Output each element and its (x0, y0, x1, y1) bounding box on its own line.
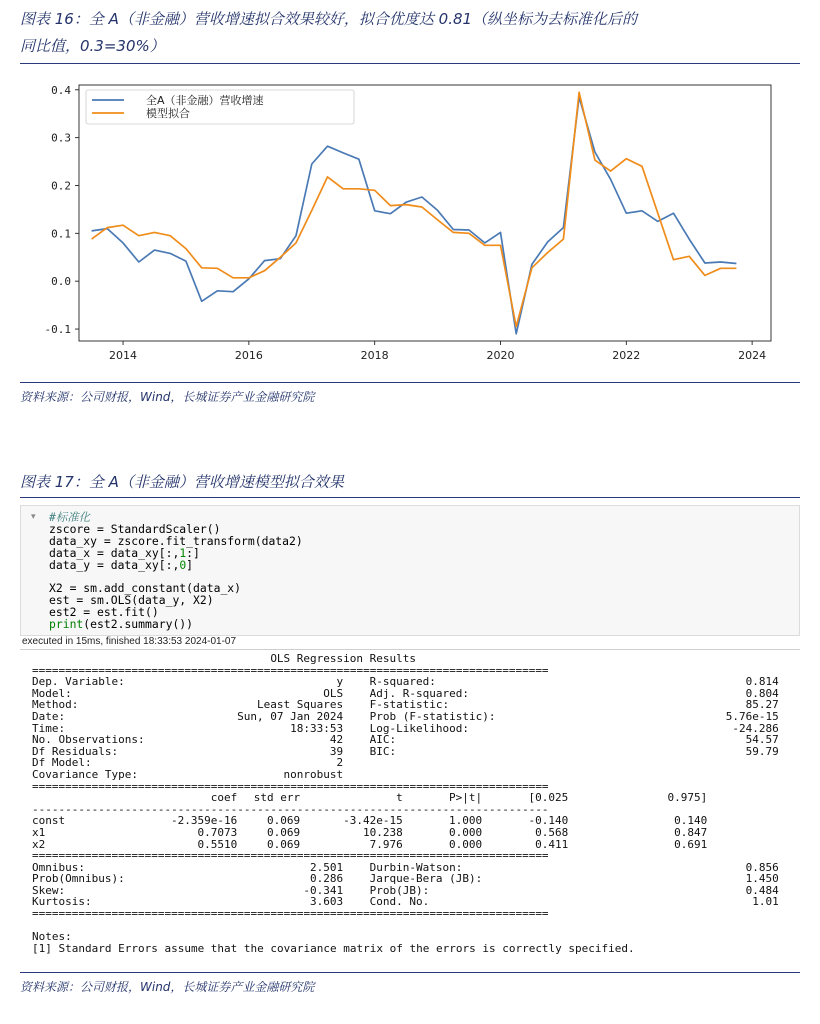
ols-notes-line (32, 943, 800, 955)
ols-stat-value: 0.804 (745, 686, 779, 700)
ols-info-row (32, 734, 800, 746)
ols-info-row (32, 757, 800, 769)
ols-stat-label: BIC: (369, 744, 397, 758)
ols-diag-value: 2.501 (310, 860, 344, 874)
legend (86, 90, 354, 124)
ols-info-row (32, 723, 800, 735)
ols-info-label: Time: (32, 721, 66, 735)
ols-info-value: 42 (329, 733, 344, 747)
ols-coef-header (32, 792, 800, 804)
ols-output (32, 653, 800, 954)
ols-info-value: 18:33:53 (290, 721, 344, 735)
ols-diag-label: Kurtosis: (32, 895, 92, 909)
x-tick-label: 2014 (109, 349, 138, 362)
series-line-2 (92, 92, 737, 326)
collapse-triangle-icon[interactable]: ▾ (31, 512, 36, 522)
ols-info-label: Dep. Variable: (32, 675, 125, 689)
ols-stat-label: R-squared: (369, 675, 436, 689)
ols-title-row (32, 653, 800, 665)
ols-coef-value: 0.000 (449, 825, 483, 839)
code-block[interactable]: #标准化 zscore = StandardScaler() data_xy = zscore.fit_transform(data2) data_x = data_xy[:,1:] data_y = data_xy[:,0] X2 = sm.add_constant(data_x) est = sm.OLS(data_y, X2) est2 = est.fit() print(est2.summary()) (49, 510, 303, 632)
y-tick-label: 0.4 (51, 83, 71, 97)
ols-coef-header: 0.975] (667, 791, 708, 805)
ols-diag-value: 0.856 (745, 860, 779, 874)
fig17-caption: 图表 17：全 A（非金融）营收增速模型拟合效果 (20, 473, 344, 491)
ols-info-label: Covariance Type: (32, 767, 138, 781)
ols-stat-label: Log-Likelihood: (369, 721, 469, 735)
ols-diag-label: Prob(Omnibus): (32, 872, 125, 886)
ols-coef-name: x1 (32, 825, 46, 839)
ols-stat-value: -24.286 (732, 721, 779, 735)
y-tick-label: 0.3 (51, 131, 71, 145)
fig16-bottom-rule (20, 382, 800, 383)
ols-info-row (32, 746, 800, 758)
y-tick-label: 0.1 (51, 227, 71, 241)
ols-info-row (32, 711, 800, 723)
ols-coef-value: 0.7073 (197, 825, 238, 839)
ols-info-value: Least Squares (257, 698, 344, 712)
ols-coef-value: 0.568 (535, 825, 569, 839)
ols-diag-value: -0.341 (303, 883, 344, 897)
ols-info-label: Date: (32, 709, 66, 723)
ols-coef-name: x2 (32, 837, 46, 851)
y-tick-label: -0.1 (44, 323, 71, 337)
ols-diag-label: Jarque-Bera (JB): (369, 872, 483, 886)
fig16-source: 资料来源：公司财报，Wind，长城证券产业金融研究院 (20, 390, 315, 404)
series-line-1 (92, 97, 737, 334)
code-input-cell[interactable] (20, 505, 800, 636)
ols-coef-header: t (396, 791, 403, 805)
ols-diag-label: Durbin-Watson: (369, 860, 463, 874)
ols-coef-value: 0.069 (267, 814, 301, 828)
ols-diag-label: Prob(JB): (369, 883, 430, 897)
y-tick-label: 0.2 (51, 179, 71, 193)
ols-stat-value: 54.57 (745, 733, 779, 747)
ols-diag-value: 1.450 (745, 872, 779, 886)
ols-coef-value: -2.359e-16 (171, 814, 238, 828)
ols-notes-line: [1] Standard Errors assume that the covariance matrix of the errors is correctly specified. (32, 941, 635, 955)
ols-stat-label: Adj. R-squared: (369, 686, 469, 700)
ols-stat-value: 5.76e-15 (725, 709, 779, 723)
ols-info-row (32, 769, 800, 781)
ols-diag-label: Omnibus: (32, 860, 85, 874)
ols-title: OLS Regression Results (270, 652, 417, 665)
ols-info-value: y (336, 675, 344, 689)
x-tick-label: 2016 (234, 349, 263, 362)
ols-coef-value: 0.5510 (197, 837, 238, 851)
ols-coef-value: 1.000 (449, 814, 483, 828)
ols-single-rule: ------------------------------------------------------------------------------ (32, 802, 549, 816)
ols-diag-value: 3.603 (310, 895, 344, 909)
ols-coef-row (32, 827, 800, 839)
ols-coef-value: 10.238 (362, 825, 403, 839)
ols-coef-value: 0.140 (674, 814, 708, 828)
ols-coef-header: coef (210, 791, 238, 805)
code-comment: #标准化 (49, 510, 91, 524)
ols-coef-value: -0.140 (528, 814, 569, 828)
fig17-bottom-rule (20, 972, 800, 973)
ols-diag-value: 0.484 (745, 883, 779, 897)
chart-svg (20, 73, 800, 380)
ols-diag-label: Cond. No. (369, 895, 430, 909)
ols-diag-label: Skew: (32, 883, 66, 897)
ols-coef-value: 0.847 (674, 825, 708, 839)
fig17-top-rule (20, 497, 800, 498)
exec-status: executed in 15ms, finished 18:33:53 2024-01-07 (20, 636, 800, 650)
legend-label: 模型拟合 (146, 107, 190, 120)
ols-coef-header: std err (253, 791, 301, 805)
ols-stat-label: AIC: (369, 733, 397, 747)
ols-rule (32, 850, 800, 862)
ols-coef-value: 0.069 (267, 825, 301, 839)
ols-info-label: Df Residuals: (32, 744, 119, 758)
ols-coef-header: P>|t| (449, 791, 483, 805)
ols-info-label: No. Observations: (32, 733, 145, 747)
ols-info-label: Model: (32, 686, 72, 700)
ols-coef-name: const (32, 814, 66, 828)
fig16-caption-line2: 同比值，0.3=30%） (20, 37, 165, 55)
ols-coef-value: 0.411 (535, 837, 569, 851)
ols-coef-header: [0.025 (528, 791, 569, 805)
ols-stat-label: F-statistic: (369, 698, 450, 712)
x-tick-label: 2020 (486, 349, 515, 362)
ols-info-value: nonrobust (283, 767, 344, 781)
ols-stat-value: 85.27 (745, 698, 779, 712)
ols-notes-title: Notes: (32, 930, 72, 944)
x-tick-label: 2018 (360, 349, 389, 362)
fig16-top-rule (20, 63, 800, 64)
ols-coef-value: 7.976 (369, 837, 403, 851)
ols-info-value: 39 (329, 744, 344, 758)
ols-stat-label: Prob (F-statistic): (369, 709, 496, 723)
x-tick-label: 2024 (738, 349, 767, 362)
ols-info-label: Df Model: (32, 756, 92, 770)
ols-info-value: OLS (323, 686, 344, 700)
ols-coef-value: 0.000 (449, 837, 483, 851)
legend-label: 全A（非金融）营收增速 (146, 94, 264, 107)
ols-double-rule: ============================================================================== (32, 779, 549, 793)
ols-spacer (32, 920, 800, 932)
ols-stat-value: 0.814 (745, 675, 779, 689)
fig17-source: 资料来源：公司财报，Wind，长城证券产业金融研究院 (20, 980, 315, 994)
notebook-cell (20, 505, 800, 970)
ols-double-rule: ============================================================================== (32, 849, 549, 863)
ols-stat-value: 59.79 (745, 744, 779, 758)
y-tick-label: 0.0 (51, 275, 71, 289)
ols-info-label: Method: (32, 698, 79, 712)
fig16-caption-line1: 图表 16：全 A（非金融）营收增速拟合效果较好，拟合优度达 0.81（纵坐标为去标准化后的 (20, 10, 638, 28)
ols-coef-value: -3.42e-15 (343, 814, 403, 828)
x-tick-label: 2022 (612, 349, 641, 362)
ols-info-value: 2 (336, 756, 344, 770)
ols-diag-value: 0.286 (310, 872, 344, 886)
ols-double-rule: ============================================================================== (32, 663, 549, 677)
ols-diag-value: 1.01 (752, 895, 779, 909)
line-chart (20, 73, 800, 380)
ols-coef-value: 0.691 (674, 837, 708, 851)
ols-rule (32, 908, 800, 920)
ols-double-rule: ============================================================================== (32, 907, 549, 921)
ols-coef-value: 0.069 (267, 837, 301, 851)
ols-info-value: Sun, 07 Jan 2024 (237, 709, 344, 723)
